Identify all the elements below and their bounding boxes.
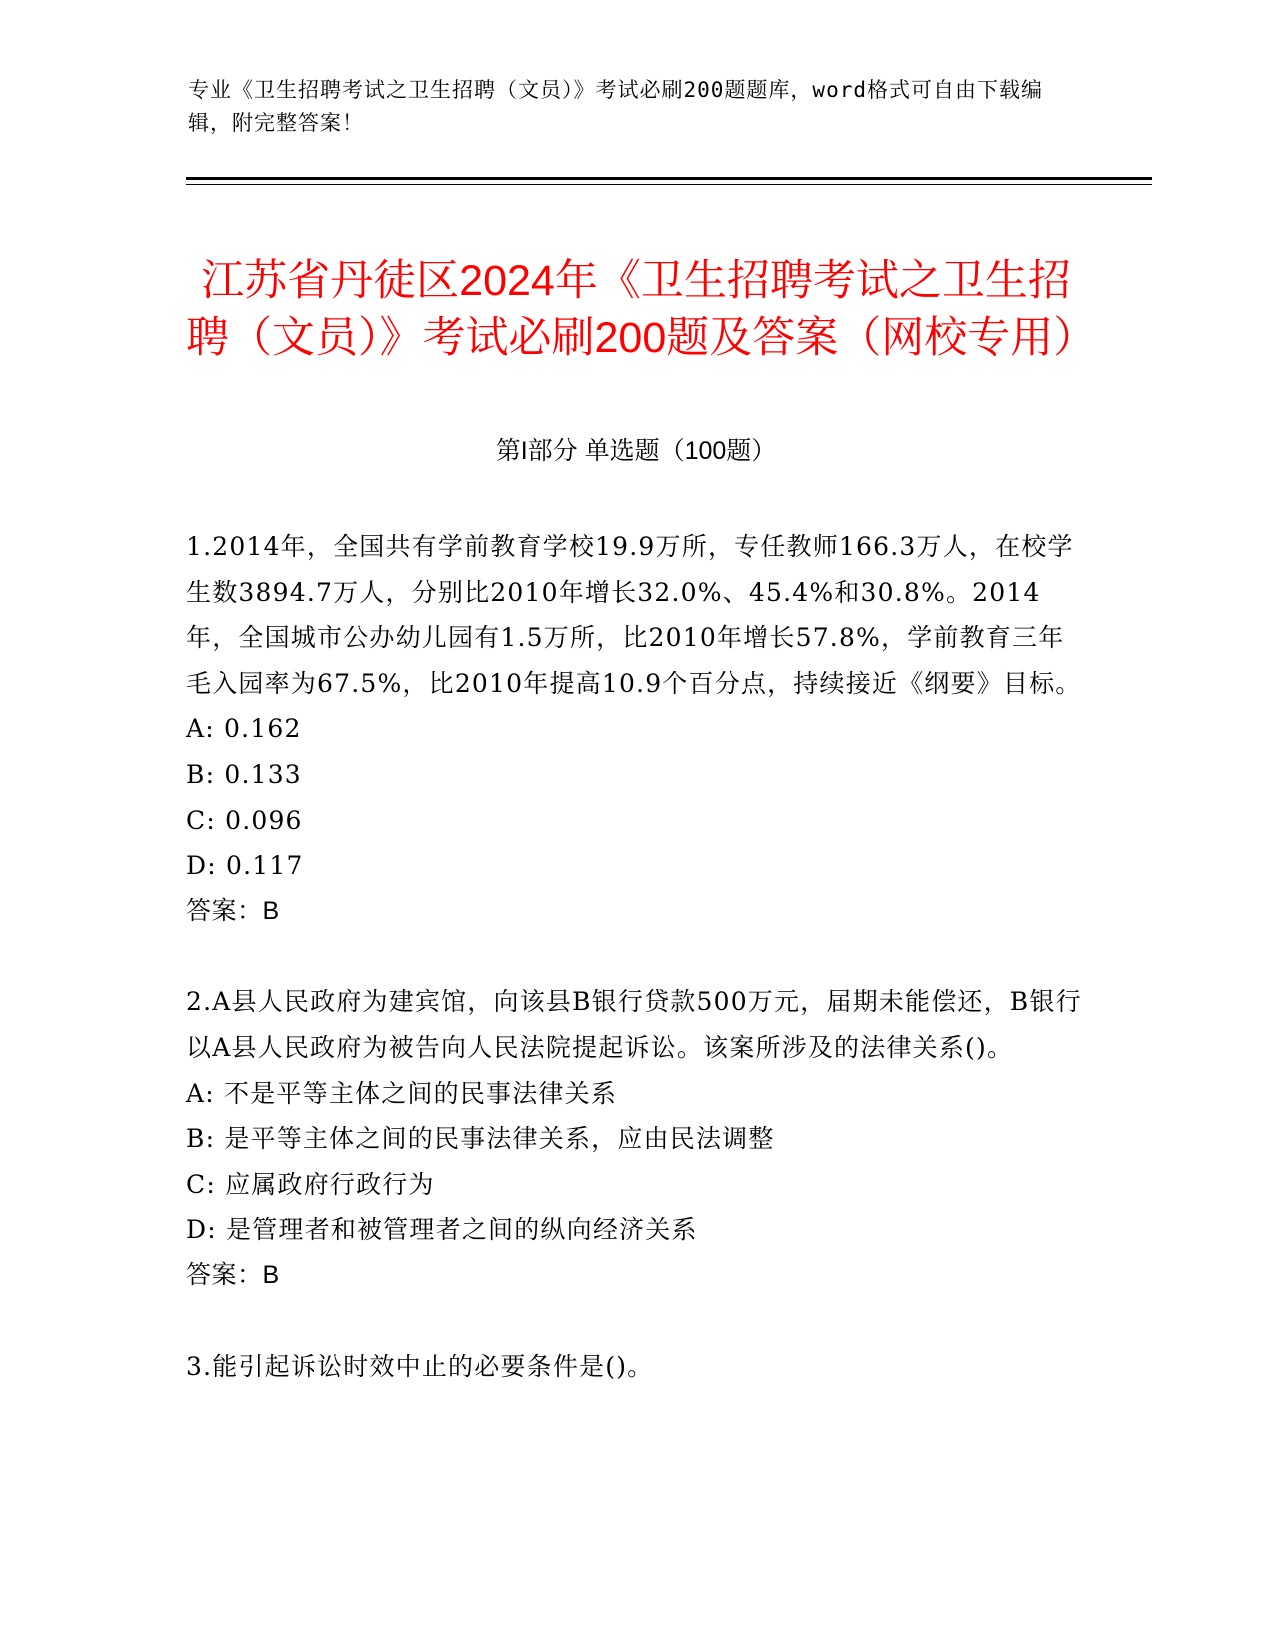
document-title: 江苏省丹徒区2024年《卫生招聘考试之卫生招聘（文员）》考试必刷200题及答案（网校专用） bbox=[186, 256, 1097, 362]
question-stem: 2.A县人民政府为建宾馆，向该县B银行贷款500万元，届期未能偿还，B银行以A县人民政府为被告向人民法院提起诉讼。该案所涉及的法律关系()。 bbox=[186, 987, 1082, 1062]
header-note: 专业《卫生招聘考试之卫生招聘（文员）》考试必刷200题题库，word格式可自由下载编辑，附完整答案！ bbox=[188, 78, 1043, 135]
answer: 答案：B bbox=[186, 1260, 280, 1289]
section-heading: 第I部分 单选题（100题） bbox=[495, 437, 777, 465]
question-2 bbox=[186, 979, 1086, 1298]
option-b: B: 是平等主体之间的民事法律关系，应由民法调整 bbox=[186, 1124, 775, 1154]
question-1 bbox=[186, 524, 1086, 934]
question-list bbox=[186, 524, 1086, 1389]
option-a: A: 不是平等主体之间的民事法律关系 bbox=[186, 1078, 618, 1108]
question-stem: 3.能引起诉讼时效中止的必要条件是()。 bbox=[186, 1351, 654, 1381]
header-rule-thin bbox=[186, 184, 1152, 185]
option-d: D: 是管理者和被管理者之间的纵向经济关系 bbox=[186, 1215, 698, 1245]
header-rule-thick bbox=[186, 177, 1152, 180]
option-c: C: 0.096 bbox=[186, 805, 303, 835]
question-stem: 1.2014年，全国共有学前教育学校19.9万所，专任教师166.3万人，在校学生数3894.7万人，分别比2010年增长32.0%、45.4%和30.8%。2014年，全国城市公办幼儿园有1.5万所，比2010年增长57.8%，学前教育三年毛入园率为67.5%，比2010年提高10.9个百分点，持续接近《纲要》目标。 bbox=[186, 532, 1082, 698]
option-a: A: 0.162 bbox=[186, 714, 302, 744]
option-b: B: 0.133 bbox=[186, 759, 302, 789]
option-c: C: 应属政府行政行为 bbox=[186, 1169, 435, 1199]
answer: 答案：B bbox=[186, 896, 280, 925]
option-d: D: 0.117 bbox=[186, 851, 304, 881]
question-3 bbox=[186, 1344, 1086, 1390]
